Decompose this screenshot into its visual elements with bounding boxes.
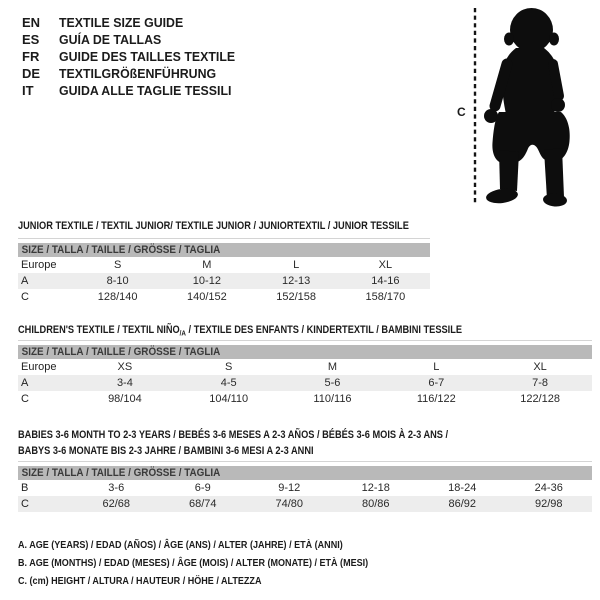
table-title-text: CHILDREN'S TEXTILE / TEXTIL NIÑO <box>18 324 180 336</box>
size-header-bar <box>18 243 430 257</box>
list-item <box>22 82 244 99</box>
table-cell: 68/74 <box>188 498 217 510</box>
babies-textile-table <box>18 427 592 510</box>
legend-line-a: A. AGE (YEARS) / EDAD (AÑOS) / ÂGE (ANS) / ALTER (JAHRE) / ETÀ (ANNI) <box>18 539 343 551</box>
row-label: Europe <box>21 259 57 271</box>
height-measure-label: C <box>457 105 466 119</box>
table-top-rule <box>18 238 430 239</box>
table-top-rule <box>18 461 592 462</box>
row-label: A <box>21 275 29 287</box>
table-cell: S <box>225 361 233 373</box>
guide-title: TEXTILE SIZE GUIDE <box>59 15 184 30</box>
list-item <box>22 48 244 65</box>
table-cell: 62/68 <box>102 498 131 510</box>
table-cell: 140/152 <box>186 291 227 303</box>
table-body <box>18 257 430 305</box>
language-code: ES <box>22 32 40 47</box>
table-title <box>18 427 500 443</box>
table-row <box>18 359 592 375</box>
row-label: A <box>21 377 29 389</box>
guide-title: GUIDA ALLE TAGLIE TESSILI <box>59 83 232 98</box>
table-cell: 3-6 <box>108 482 125 494</box>
table-cell: 3-4 <box>116 377 133 389</box>
legend-line-c: C. (cm) HEIGHT / ALTURA / HAUTEUR / HÖHE / ALTEZZA <box>18 575 262 587</box>
table-cell: M <box>327 361 338 373</box>
language-code: EN <box>22 15 41 30</box>
size-header-text: SIZE / TALLA / TAILLE / GRÖSSE / TAGLIA <box>21 467 221 479</box>
table-cell: L <box>293 259 300 271</box>
table-cell: 18-24 <box>448 482 477 494</box>
language-code: DE <box>22 66 41 81</box>
table-row <box>18 257 430 273</box>
table-title-subscript: /A <box>179 328 186 338</box>
size-header-text: SIZE / TALLA / TAILLE / GRÖSSE / TAGLIA <box>21 346 221 358</box>
table-cell: 4-5 <box>220 377 237 389</box>
table-cell: 5-6 <box>324 377 341 389</box>
children-textile-table <box>18 322 592 405</box>
table-title <box>18 443 500 459</box>
size-header-bar <box>18 345 592 359</box>
row-label: Europe <box>21 361 57 373</box>
table-cell: 14-16 <box>371 275 400 287</box>
table-row <box>18 273 430 289</box>
list-item <box>22 65 244 82</box>
list-item <box>22 31 244 48</box>
row-label: C <box>21 291 29 303</box>
table-cell: XL <box>378 259 393 271</box>
table-title-text: JUNIOR TEXTILE / TEXTIL JUNIOR/ TEXTILE JUNIOR / JUNIORTEXTIL / JUNIOR TESSILE <box>18 220 409 232</box>
table-cell: 10-12 <box>192 275 221 287</box>
table-cell: 86/92 <box>448 498 477 510</box>
table-cell: XL <box>533 361 547 373</box>
table-row <box>18 375 592 391</box>
height-diagram <box>455 0 600 212</box>
size-header-bar <box>18 466 592 480</box>
list-item <box>22 14 244 31</box>
table-cell: XS <box>117 361 133 373</box>
size-header-text: SIZE / TALLA / TAILLE / GRÖSSE / TAGLIA <box>21 244 221 256</box>
language-code: FR <box>22 49 40 64</box>
table-cell: L <box>433 361 440 373</box>
table-row <box>18 391 592 407</box>
guide-title: GUÍA DE TALLAS <box>59 32 162 47</box>
table-cell: 6-9 <box>194 482 211 494</box>
table-cell: 98/104 <box>108 393 142 405</box>
table-cell: 158/170 <box>365 291 406 303</box>
table-cell: 8-10 <box>106 275 129 287</box>
toddler-silhouette-icon <box>484 8 570 207</box>
table-cell: 80/86 <box>361 498 390 510</box>
table-body <box>18 359 592 407</box>
guide-title: GUIDE DES TAILLES TEXTILE <box>59 49 236 64</box>
legend-line-b: B. AGE (MONTHS) / EDAD (MESES) / ÂGE (MOIS) / ALTER (MONATE) / ETÀ (MESI) <box>18 557 369 569</box>
table-cell: 24-36 <box>534 482 563 494</box>
table-cell: 92/98 <box>534 498 563 510</box>
table-cell: 7-8 <box>532 377 549 389</box>
table-row <box>18 289 430 305</box>
legend-block <box>18 536 425 590</box>
table-cell: 116/122 <box>416 393 456 405</box>
language-code: IT <box>22 83 34 98</box>
table-row <box>18 496 592 512</box>
junior-textile-table <box>18 218 430 303</box>
table-cell: 110/116 <box>313 393 352 405</box>
table-cell: 12-18 <box>361 482 390 494</box>
table-title-text: BABIES 3-6 MONTH TO 2-3 YEARS / BEBÉS 3-6 MESES A 2-3 AÑOS / BÉBÉS 3-6 MOIS À 2-3 ANS / <box>18 429 449 441</box>
table-cell: 12-13 <box>282 275 311 287</box>
table-top-rule <box>18 340 592 341</box>
table-cell: 128/140 <box>97 291 138 303</box>
language-title-list <box>22 14 244 99</box>
table-cell: 9-12 <box>278 482 301 494</box>
row-label: C <box>21 498 29 510</box>
row-label: B <box>21 482 29 494</box>
table-title <box>18 322 500 342</box>
table-cell: S <box>113 259 122 271</box>
table-title-text: BABYS 3-6 MONATE BIS 2-3 JAHRE / BAMBINI 3-6 MESI A 2-3 ANNI <box>18 445 314 457</box>
table-row <box>18 480 592 496</box>
table-body <box>18 480 592 512</box>
table-cell: 104/110 <box>209 393 249 405</box>
table-cell: 152/158 <box>276 291 316 303</box>
row-label: C <box>21 393 29 405</box>
guide-title: TEXTILGRÖßENFÜHRUNG <box>59 66 217 81</box>
table-cell: 6-7 <box>428 377 445 389</box>
table-cell: M <box>202 259 212 271</box>
table-cell: 74/80 <box>275 498 304 510</box>
table-cell: 122/128 <box>520 393 560 405</box>
table-title-text: / TEXTILE DES ENFANTS / KINDERTEXTIL / BAMBINI TESSILE <box>185 324 463 336</box>
table-title <box>18 218 409 234</box>
